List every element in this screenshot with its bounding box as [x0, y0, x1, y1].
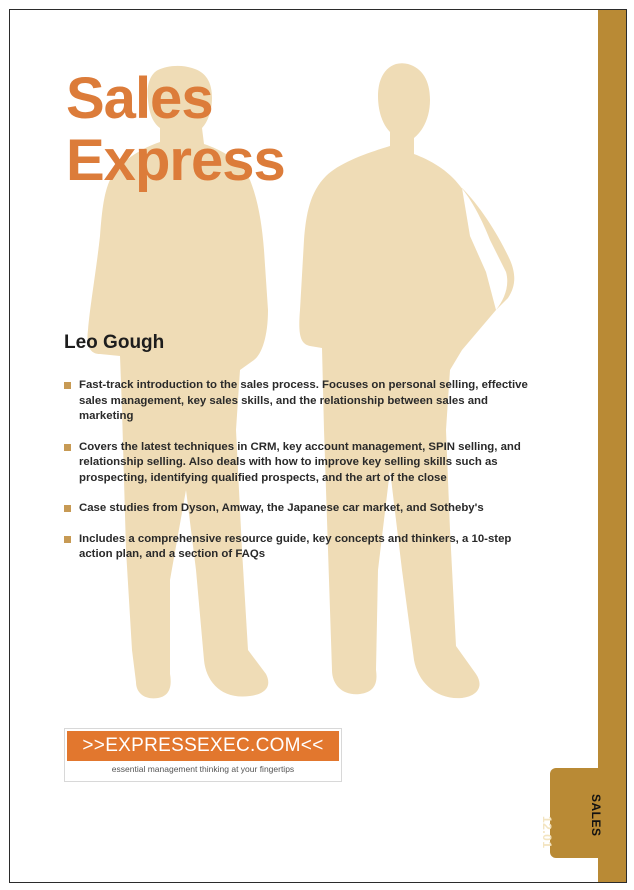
- book-title: [66, 68, 285, 192]
- publisher-logo-text: >>EXPRESSEXEC.COM<<: [67, 731, 339, 761]
- book-title-line-2: Express: [66, 128, 285, 193]
- series-name: SALES: [589, 794, 603, 837]
- bullet-square-icon: [64, 444, 71, 451]
- feature-item: [64, 440, 532, 487]
- feature-item: [64, 532, 532, 563]
- feature-item: [64, 378, 532, 425]
- feature-text: Case studies from Dyson, Amway, the Japanese car market, and Sotheby's: [79, 502, 484, 514]
- feature-text: Fast-track introduction to the sales process. Focuses on personal selling, effective sales management, key sales skills, and the relationship between sales and marketing: [79, 379, 528, 422]
- bullet-square-icon: [64, 382, 71, 389]
- book-spine: [598, 10, 626, 882]
- feature-text: Includes a comprehensive resource guide, key concepts and thinkers, a 10-step action plan, and a section of FAQs: [79, 532, 512, 560]
- bullet-square-icon: [64, 536, 71, 543]
- bullet-square-icon: [64, 505, 71, 512]
- feature-text: Covers the latest techniques in CRM, key account management, SPIN selling, and relationship selling. Also deals with how to improve key selling skills such as prospecting, identifying qualified prospects, and the art of the close: [79, 440, 521, 484]
- series-code: 12.01: [540, 816, 554, 849]
- book-cover: [9, 9, 627, 883]
- publisher-tagline: essential management thinking at your fingertips: [111, 764, 295, 774]
- book-title-line-1: Sales: [66, 66, 213, 131]
- publisher-logo: [64, 728, 342, 782]
- feature-item: [64, 501, 532, 517]
- feature-list: [64, 378, 532, 578]
- author-name: Leo Gough: [64, 332, 165, 353]
